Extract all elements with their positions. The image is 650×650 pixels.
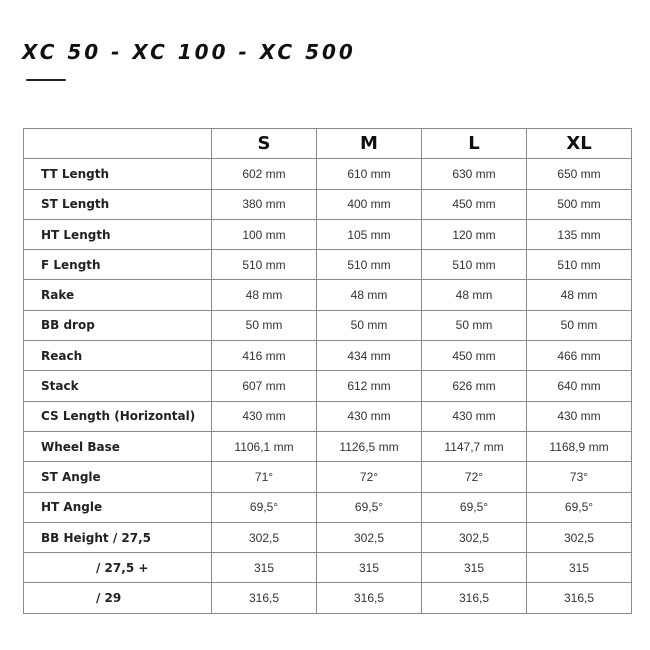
table-cell: 50 mm — [212, 310, 317, 340]
table-cell: 73° — [527, 462, 632, 492]
table-cell: 1168,9 mm — [527, 431, 632, 461]
table-cell: 380 mm — [212, 189, 317, 219]
table-cell: 416 mm — [212, 341, 317, 371]
table-cell: 302,5 — [317, 522, 422, 552]
table-row — [24, 431, 632, 461]
table-cell: 48 mm — [527, 280, 632, 310]
table-cell: 72° — [317, 462, 422, 492]
row-label: TT Length — [24, 159, 212, 189]
table-cell: 430 mm — [317, 401, 422, 431]
row-label: Wheel Base — [24, 431, 212, 461]
table-cell: 430 mm — [527, 401, 632, 431]
table-cell: 302,5 — [527, 522, 632, 552]
table-cell: 400 mm — [317, 189, 422, 219]
table-cell: 50 mm — [422, 310, 527, 340]
table-cell: 48 mm — [422, 280, 527, 310]
table-cell: 466 mm — [527, 341, 632, 371]
row-label: BB Height / 27,5 — [24, 522, 212, 552]
table-row — [24, 280, 632, 310]
table-row — [24, 371, 632, 401]
table-cell: 612 mm — [317, 371, 422, 401]
table-cell: 69,5° — [212, 492, 317, 522]
table-cell: 316,5 — [527, 583, 632, 613]
table-row — [24, 553, 632, 583]
table-cell: 302,5 — [422, 522, 527, 552]
table-cell: 315 — [212, 553, 317, 583]
table-row — [24, 341, 632, 371]
table-cell: 316,5 — [212, 583, 317, 613]
size-header-s: S — [212, 129, 317, 159]
table-cell: 315 — [422, 553, 527, 583]
row-label: / 29 — [24, 583, 212, 613]
table-cell: 510 mm — [317, 250, 422, 280]
table-row — [24, 492, 632, 522]
row-label: HT Length — [24, 219, 212, 249]
table-cell: 450 mm — [422, 189, 527, 219]
table-cell: 72° — [422, 462, 527, 492]
size-header-l: L — [422, 129, 527, 159]
title-underline — [26, 79, 66, 81]
table-cell: 302,5 — [212, 522, 317, 552]
row-label: HT Angle — [24, 492, 212, 522]
table-cell: 69,5° — [527, 492, 632, 522]
row-label: CS Length (Horizontal) — [24, 401, 212, 431]
header-row — [24, 129, 632, 159]
table-cell: 626 mm — [422, 371, 527, 401]
table-cell: 50 mm — [317, 310, 422, 340]
table-cell: 71° — [212, 462, 317, 492]
table-cell: 1147,7 mm — [422, 431, 527, 461]
table-cell: 120 mm — [422, 219, 527, 249]
table-cell: 434 mm — [317, 341, 422, 371]
table-cell: 316,5 — [317, 583, 422, 613]
table-cell: 510 mm — [527, 250, 632, 280]
table-cell: 315 — [527, 553, 632, 583]
table-row — [24, 583, 632, 613]
table-row — [24, 522, 632, 552]
table-cell: 69,5° — [317, 492, 422, 522]
table-cell: 69,5° — [422, 492, 527, 522]
table-row — [24, 219, 632, 249]
row-label: Reach — [24, 341, 212, 371]
row-label: F Length — [24, 250, 212, 280]
table-cell: 105 mm — [317, 219, 422, 249]
table-cell: 510 mm — [212, 250, 317, 280]
row-label: / 27,5 + — [24, 553, 212, 583]
row-label: ST Angle — [24, 462, 212, 492]
row-label: BB drop — [24, 310, 212, 340]
table-cell: 48 mm — [212, 280, 317, 310]
table-row — [24, 310, 632, 340]
table-cell: 640 mm — [527, 371, 632, 401]
table-cell: 430 mm — [212, 401, 317, 431]
geometry-table — [23, 128, 632, 614]
table-cell: 650 mm — [527, 159, 632, 189]
header-corner — [24, 129, 212, 159]
table-cell: 430 mm — [422, 401, 527, 431]
table-row — [24, 401, 632, 431]
table-cell: 100 mm — [212, 219, 317, 249]
table-cell: 1126,5 mm — [317, 431, 422, 461]
row-label: Rake — [24, 280, 212, 310]
table-cell: 610 mm — [317, 159, 422, 189]
table-cell: 510 mm — [422, 250, 527, 280]
table-row — [24, 250, 632, 280]
table-cell: 602 mm — [212, 159, 317, 189]
row-label: ST Length — [24, 189, 212, 219]
table-cell: 1106,1 mm — [212, 431, 317, 461]
table-row — [24, 159, 632, 189]
page-title: XC 50 - XC 100 - XC 500 — [22, 40, 356, 64]
table-cell: 315 — [317, 553, 422, 583]
table-cell: 607 mm — [212, 371, 317, 401]
table-row — [24, 189, 632, 219]
table-cell: 135 mm — [527, 219, 632, 249]
table-cell: 450 mm — [422, 341, 527, 371]
table-cell: 48 mm — [317, 280, 422, 310]
size-header-xl: XL — [527, 129, 632, 159]
table-cell: 316,5 — [422, 583, 527, 613]
size-header-m: M — [317, 129, 422, 159]
row-label: Stack — [24, 371, 212, 401]
table-cell: 500 mm — [527, 189, 632, 219]
table-cell: 630 mm — [422, 159, 527, 189]
table-cell: 50 mm — [527, 310, 632, 340]
table-row — [24, 462, 632, 492]
